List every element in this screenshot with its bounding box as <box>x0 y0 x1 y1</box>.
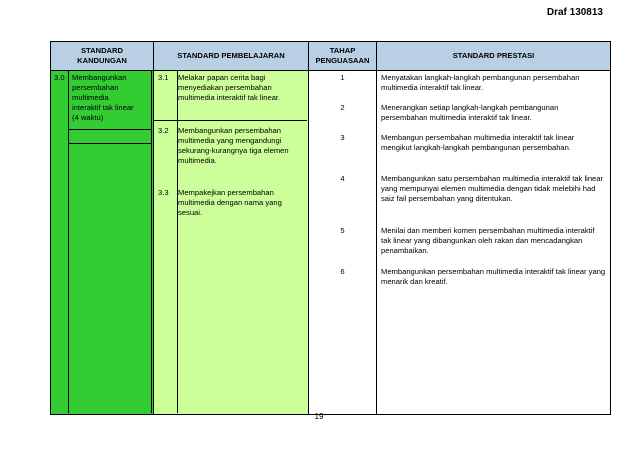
prestasi-text: Menilai dan memberi komen persembahan multimedia interaktif tak linear yang dibangunkan oleh rakan dan mencadangkan penambaikan. <box>381 226 595 256</box>
pembelajaran-item: 3.3 Mempakejkan persembahan multimedia dengan nama yang sesuai. <box>158 188 282 218</box>
kandungan-line: (4 waktu) <box>72 113 104 123</box>
kandungan-line: interaktif tak linear <box>72 103 134 113</box>
tahap-cell <box>309 71 377 415</box>
draft-label: Draf 130813 <box>546 7 603 18</box>
prestasi-cell <box>377 71 611 415</box>
pembelajaran-item: 3.1 Melakar papan cerita bagi menyediakan persembahan multimedia interaktif tak linear. <box>158 73 281 103</box>
kandungan-box-bottom <box>69 143 152 144</box>
prestasi-text: Membangunkan persembahan multimedia interaktif tak linear yang menarik dan kreatif. <box>381 267 606 287</box>
kandungan-line: persembahan <box>72 83 119 93</box>
header-tahap-penguasaan: TAHAP PENGUASAAN <box>309 42 377 71</box>
table-header-row <box>51 42 611 71</box>
kandungan-inner-divider <box>151 70 152 413</box>
level-number: 2 <box>340 103 345 112</box>
prestasi-text: Menerangkan setiap langkah-langkah pembangunan persembahan multimedia interaktif tak linear. <box>381 103 559 123</box>
level-number: 4 <box>340 174 345 183</box>
header-standard-prestasi: STANDARD PRESTASI <box>377 42 611 71</box>
level-number: 1 <box>340 73 345 82</box>
prestasi-text: Membangunkan satu persembahan multimedia interaktif tak linear yang mempunyai elemen multimedia dengan tidak melebihi had saiz fail persembahan yang ditentukan. <box>381 174 604 204</box>
header-standard-kandungan: STANDARD KANDUNGAN <box>51 42 154 71</box>
level-number: 5 <box>340 226 345 235</box>
kandungan-inner-divider <box>68 70 69 413</box>
pembelajaran-inner-divider <box>177 70 178 413</box>
kandungan-line: multimedia <box>72 93 109 103</box>
prestasi-text: Membangun persembahan multimedia interaktif tak linear mengikut langkah-langkah pembangunan persembahan. <box>381 133 575 153</box>
kandungan-cell <box>51 71 154 415</box>
kandungan-line: Membangunkan <box>72 73 127 82</box>
kandungan-text <box>72 73 152 123</box>
table-row <box>51 71 611 415</box>
level-number: 3 <box>340 133 345 142</box>
kandungan-box-top <box>69 129 152 130</box>
pembelajaran-separator <box>154 120 307 121</box>
standards-table <box>50 41 611 415</box>
kandungan-code: 3.0 <box>54 73 65 82</box>
page-number: 19 <box>314 412 324 421</box>
level-number: 6 <box>340 267 345 276</box>
header-standard-pembelajaran: STANDARD PEMBELAJARAN <box>154 42 309 71</box>
prestasi-text: Menyatakan langkah-langkah pembangunan persembahan multimedia interaktif tak linear. <box>381 73 580 93</box>
pembelajaran-item: 3.2 Membangunkan persembahan multimedia yang mengandungi sekurang-kurangnya tiga elemen multimedia. <box>158 126 289 166</box>
